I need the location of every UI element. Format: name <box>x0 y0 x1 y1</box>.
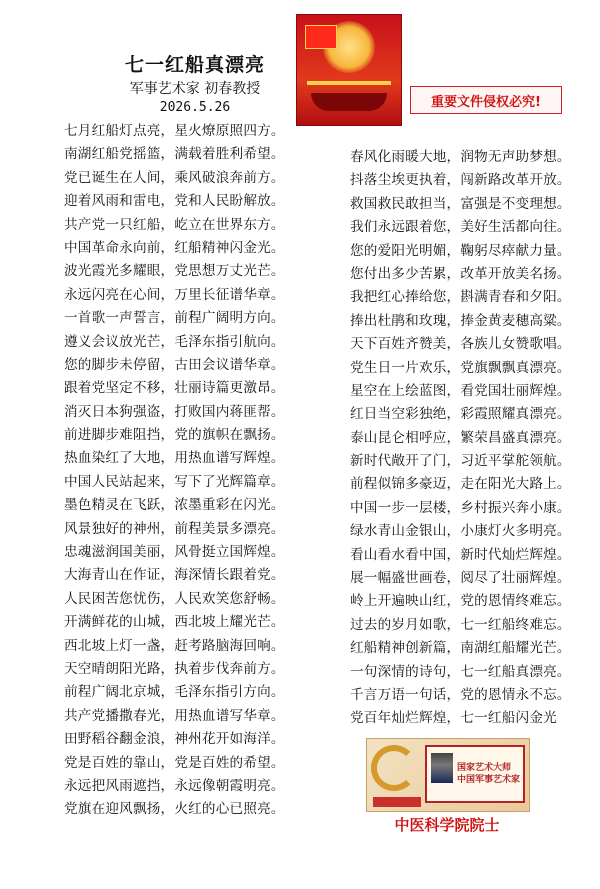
poem-line: 消灭日本狗强盗，打败国内蒋匪帮。 <box>64 403 285 420</box>
poem-line: 党百年灿烂辉煌，七一红船闪金光 <box>350 710 557 727</box>
poem-line: 西北坡上灯一盏，赶考路脑海回响。 <box>64 637 285 654</box>
poem-line: 永远闪亮在心间，万里长征谱华章。 <box>64 286 285 303</box>
copyright-notice: 重要文件侵权必究! <box>410 86 562 114</box>
bugle-icon <box>371 745 417 791</box>
poem-line: 田野稻谷翻金浪，神州花开如海洋。 <box>64 731 285 748</box>
portrait <box>431 753 453 783</box>
poem-column-left <box>64 120 285 822</box>
poem-line: 中国人民站起来，写下了光辉篇章。 <box>64 473 285 490</box>
poem-line: 党是百姓的靠山，党是百姓的希望。 <box>64 754 285 771</box>
stand-base <box>373 797 421 807</box>
poem-line: 党生日一片欢乐，党旗飘飘真漂亮。 <box>350 359 571 376</box>
poem-line: 迎着风雨和雷电，党和人民盼解放。 <box>64 193 285 210</box>
poem-line: 风景独好的神州，前程美景多漂亮。 <box>64 520 285 537</box>
author-line: 军事艺术家 初春教授 <box>129 81 261 97</box>
poem-line: 共产党播撒春光，用热血谱写华章。 <box>64 707 285 724</box>
poem-line: 热血染红了大地，用热血谱写辉煌。 <box>64 450 285 467</box>
poem-line: 党已诞生在人间，乘风破浪奔前方。 <box>64 169 285 186</box>
poem-line: 您的脚步未停留，古田会议谱华章。 <box>64 356 285 373</box>
poem-line: 党旗在迎风飘扬，火红的心已照亮。 <box>64 801 285 818</box>
poem-line: 天空晴朗阳光路，执着步伐奔前方。 <box>64 660 285 677</box>
date-line: 2026.5.26 <box>159 100 231 115</box>
poem-line: 红日当空彩独绝，彩霞照耀真漂亮。 <box>350 406 571 423</box>
poem-line: 岭上开遍映山红，党的恩情终难忘。 <box>350 593 571 610</box>
poem-line: 星空在上绘蓝图，看党国壮丽辉煌。 <box>350 382 571 399</box>
poem-line: 大海青山在作证，海深情长跟着党。 <box>64 567 285 584</box>
poem-line: 新时代敞开了门，习近平掌舵领航。 <box>350 453 571 470</box>
poem-line: 捧出杜鹃和玫瑰，捧金黄麦穗高粱。 <box>350 312 571 329</box>
poster-bar <box>307 81 391 85</box>
poem-line: 红船精神创新篇，南湖红船耀光芒。 <box>350 640 571 657</box>
poem-line: 救国救民敢担当，富强是不变理想。 <box>350 195 571 212</box>
poem-line: 春风化雨暖大地，润物无声助梦想。 <box>350 149 571 165</box>
poem-line: 抖落尘埃更执着，闯新路改革开放。 <box>350 172 571 189</box>
poem-line: 波光霞光多耀眼，党思想万丈光芒。 <box>64 263 285 280</box>
poem-line: 共产党一只红船，屹立在世界东方。 <box>64 216 285 233</box>
poem-line: 一句深情的诗句，七一红船真漂亮。 <box>350 663 571 680</box>
flag-icon <box>305 25 337 49</box>
poem-line: 忠魂滋润国美丽，风骨挺立国辉煌。 <box>64 544 285 561</box>
poem-line: 墨色精灵在飞跃，浓墨重彩在闪光。 <box>64 497 285 514</box>
poem-line: 遵义会议放光芒，毛泽东指引航向。 <box>64 333 285 350</box>
poem-line: 前程广阔北京城，毛泽东指引方向。 <box>64 684 285 701</box>
certificate-line: 中国军事艺术家 <box>457 775 521 785</box>
certificate-card <box>425 745 525 803</box>
poem-line: 中国一步一层楼，乡村振兴奔小康。 <box>350 499 571 516</box>
poem-line: 跟着党坚定不移，壮丽诗篇更激昂。 <box>64 380 285 397</box>
poem-line: 开满鲜花的山城，西北坡上耀光芒。 <box>64 614 285 631</box>
party-poster-image <box>296 14 402 126</box>
poem-line: 千言万语一句话，党的恩情永不忘。 <box>350 686 571 703</box>
poem-line: 前程似锦多豪迈，走在阳光大路上。 <box>350 476 571 493</box>
certificate-line: 国家艺术大师 <box>457 763 512 773</box>
poem-line: 绿水青山金银山，小康灯火多明亮。 <box>350 523 571 540</box>
poem-line: 我们永远跟着您，美好生活都向往。 <box>350 219 571 236</box>
poem-line: 南湖红船党摇篮，满载着胜利希望。 <box>64 146 285 163</box>
poem-line: 展一幅盛世画卷，阅尽了壮丽辉煌。 <box>350 570 571 587</box>
page-title: 七一红船真漂亮 <box>124 54 265 76</box>
poem-line: 一首歌一声誓言，前程广阔明方向。 <box>64 310 285 327</box>
poem-line: 看山看水看中国，新时代灿烂辉煌。 <box>350 546 571 563</box>
poem-line: 过去的岁月如歌，七一红船终难忘。 <box>350 616 571 633</box>
award-photo <box>366 738 530 812</box>
poem-line: 中国革命永向前，红船精神闪金光。 <box>64 239 285 256</box>
poem-line: 您付出多少苦累，改革开放美名扬。 <box>350 265 571 282</box>
poem-line: 前进脚步难阻挡，党的旗帜在飘扬。 <box>64 427 285 444</box>
poem-line: 泰山昆仑相呼应，繁荣昌盛真漂亮。 <box>350 429 571 446</box>
poem-line: 天下百姓齐赞美，各族儿女赞歌唱。 <box>350 336 571 353</box>
poem-line: 七月红船灯点亮，星火燎原照四方。 <box>64 123 285 139</box>
poem-line: 永远把风雨遮挡，永远像朝霞明亮。 <box>64 777 285 794</box>
red-boat-icon <box>311 93 387 111</box>
footer-caption: 中医科学院院士 <box>394 816 500 834</box>
poem-line: 我把红心捧给您，斟满青春和夕阳。 <box>350 289 571 306</box>
poem-column-right <box>350 146 571 731</box>
poem-line: 您的爱阳光明媚，鞠躬尽瘁献力量。 <box>350 242 571 259</box>
poem-line: 人民困苦您忧伤，人民欢笑您舒畅。 <box>64 590 285 607</box>
